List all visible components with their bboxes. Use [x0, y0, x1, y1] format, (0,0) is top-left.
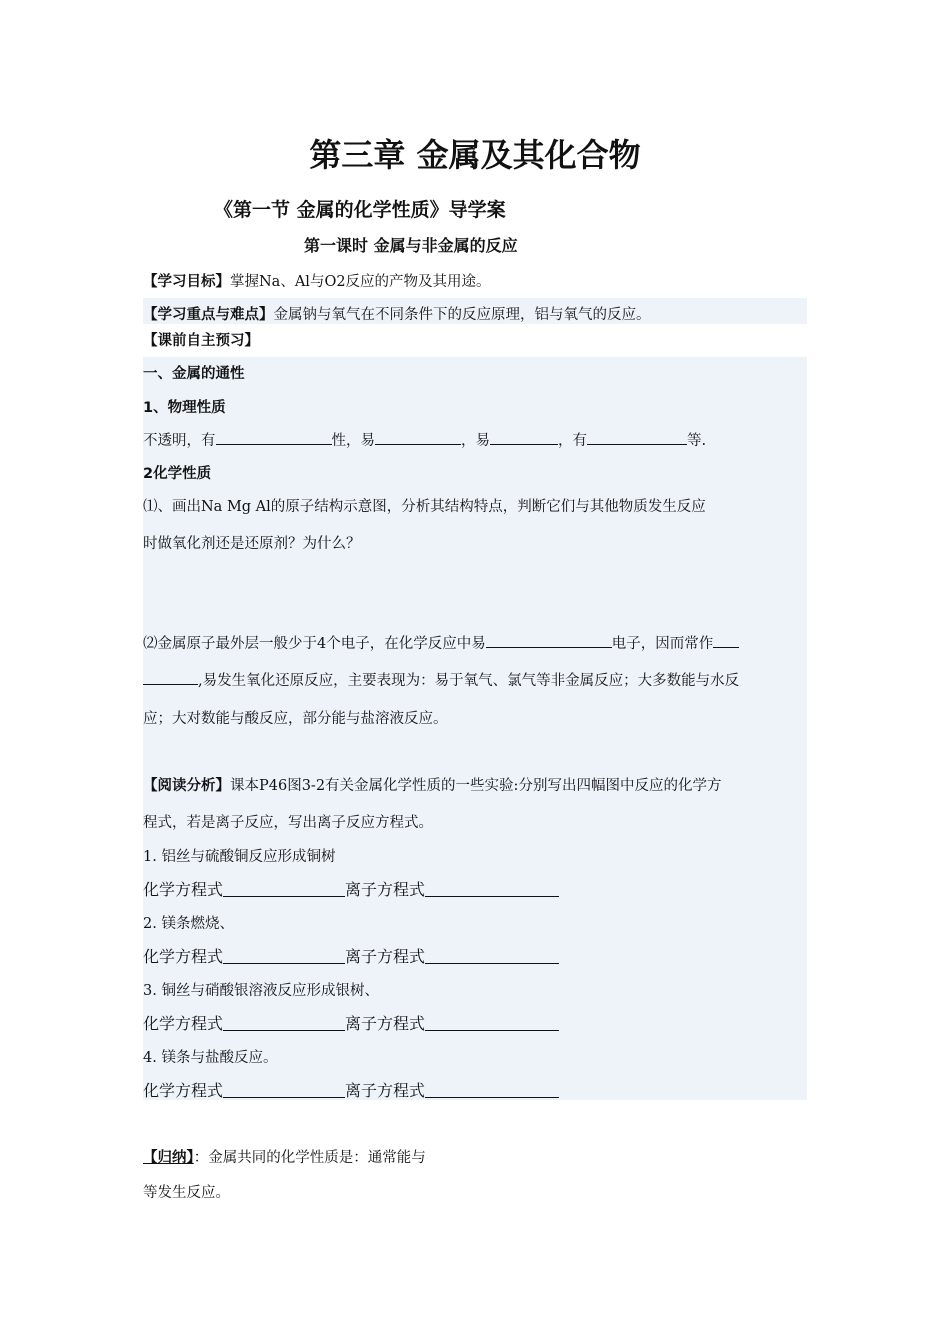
summary-label: 【归纳】: [143, 1150, 194, 1166]
reaction-item-3: 3. 铜丝与硝酸银溶液反应形成银树、: [143, 983, 379, 999]
summary-text: ：金属共同的化学性质是：通常能与: [193, 1150, 426, 1166]
question-1-line-1: ⑴、画出Na Mg Al的原子结构示意图，分析其结构特点，判断它们与其他物质发生反应: [143, 499, 706, 515]
preview-label: 【课前自主预习】: [143, 333, 259, 349]
reading-line-1: [143, 774, 721, 795]
fill-blank[interactable]: [713, 633, 739, 649]
physical-text-4: ，有: [558, 433, 587, 449]
reaction-item-1: 1. 铝丝与硫酸铜反应形成铜树: [143, 849, 336, 865]
ionic-equation-label: 离子方程式: [345, 880, 426, 899]
section-title: 《第一节 金属的化学性质》导学案: [214, 199, 506, 221]
question-2-text-a: ⑵金属原子最外层一般少于4个电子，在化学反应中易: [143, 636, 486, 652]
question-2-line-3: 应；大对数能与酸反应，部分能与盐溶液反应。: [143, 711, 448, 727]
ionic-equation-label: 离子方程式: [345, 947, 426, 966]
physical-properties-line: [143, 429, 706, 450]
summary-line-1: [143, 1146, 426, 1167]
fill-blank[interactable]: [490, 430, 558, 446]
ionic-equation-label: 离子方程式: [345, 1014, 426, 1033]
fill-blank[interactable]: [587, 430, 687, 446]
ionic-equation-label: 离子方程式: [345, 1081, 426, 1100]
ionic-equation-blank[interactable]: [425, 1014, 559, 1031]
fill-blank[interactable]: [486, 633, 612, 649]
ionic-equation-blank[interactable]: [425, 880, 559, 897]
physical-text-1: 不透明，有: [143, 433, 216, 449]
key-points-text: 金属钠与氧气在不同条件下的反应原理，铝与氧气的反应。: [273, 307, 651, 323]
physical-text-3: ，易: [461, 433, 490, 449]
chemical-heading: 2化学性质: [143, 466, 212, 482]
question-1-line-2: 时做氧化剂还是还原剂？为什么？: [143, 536, 361, 552]
reading-label: 【阅读分析】: [143, 778, 230, 794]
goals-text: 掌握Na、Al与O2反应的产物及其用途。: [230, 274, 491, 290]
equation-line-3: [143, 1011, 559, 1034]
ionic-equation-blank[interactable]: [425, 947, 559, 964]
fill-blank[interactable]: [375, 430, 461, 446]
goals-label: 【学习目标】: [143, 274, 230, 290]
goals-line: [143, 270, 491, 291]
lesson-title: 第一课时 金属与非金属的反应: [304, 236, 518, 255]
chemical-equation-label: 化学方程式: [143, 880, 224, 899]
key-points-label: 【学习重点与难点】: [143, 307, 274, 323]
reading-text-1: 课本P46图3-2有关金属化学性质的一些实验:分别写出四幅图中反应的化学方: [230, 778, 722, 794]
reaction-item-4: 4. 镁条与盐酸反应。: [143, 1050, 278, 1066]
question-2-text-b: 电子，因而常作: [611, 636, 714, 652]
chemical-equation-label: 化学方程式: [143, 1081, 224, 1100]
equation-line-4: [143, 1078, 559, 1101]
physical-heading: 1、物理性质: [143, 400, 226, 416]
question-2-line-2: [143, 669, 739, 690]
chemical-equation-blank[interactable]: [223, 1014, 345, 1031]
metal-properties-heading: 一、金属的通性: [143, 366, 245, 382]
key-points-line: [143, 303, 651, 324]
fill-blank[interactable]: [143, 670, 198, 686]
fill-blank[interactable]: [216, 430, 332, 446]
equation-line-1: [143, 877, 559, 900]
chemical-equation-blank[interactable]: [223, 947, 345, 964]
chemical-equation-blank[interactable]: [223, 880, 345, 897]
physical-text-2: 性，易: [331, 433, 375, 449]
summary-line-2: 等发生反应。: [143, 1185, 230, 1201]
chapter-title: 第三章 金属及其化合物: [309, 136, 641, 174]
physical-text-5: 等.: [687, 433, 707, 449]
question-2-text-c: ,易发生氧化还原反应，主要表现为：易于氧气、氯气等非金属反应；大多数能与水反: [198, 673, 740, 689]
chemical-equation-blank[interactable]: [223, 1081, 345, 1098]
reading-line-2: 程式，若是离子反应，写出离子反应方程式。: [143, 815, 433, 831]
reaction-item-2: 2. 镁条燃烧、: [143, 916, 234, 932]
chemical-equation-label: 化学方程式: [143, 947, 224, 966]
ionic-equation-blank[interactable]: [425, 1081, 559, 1098]
equation-line-2: [143, 944, 559, 967]
chemical-equation-label: 化学方程式: [143, 1014, 224, 1033]
question-2-line-1: [143, 632, 739, 653]
